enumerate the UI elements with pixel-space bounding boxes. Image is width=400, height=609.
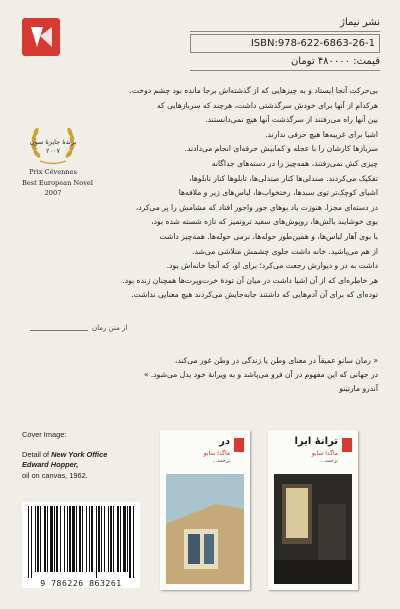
barcode-bar xyxy=(76,506,77,572)
award-subtitle: Best European Novel xyxy=(22,178,93,187)
award-name: Prix Cévennes xyxy=(29,168,77,176)
publisher-mark-icon xyxy=(342,438,352,452)
credits-medium: oil on canvas, 1962. xyxy=(22,470,88,480)
cover-painting xyxy=(274,474,352,584)
excerpt-line: از هم می‌پاشید. خانه داشت جلوی چشمش متلاشی می‌شد. xyxy=(192,246,378,256)
book-title: در xyxy=(219,436,230,447)
excerpt-line: تفکیک می‌کردند. صندلی‌ها کنار صندلی‌ها، تابلوها کنار تابلوها، xyxy=(189,173,378,183)
divider xyxy=(30,330,88,331)
cover-credits xyxy=(22,430,142,481)
book-thumbnail-door xyxy=(160,430,250,590)
quote-line: در جهانی که این مفهوم در آن فرو می‌پاشد و به ویرانهٔ خود بدل می‌شود. » xyxy=(143,370,378,379)
barcode-bar xyxy=(120,506,121,572)
cover-painting xyxy=(166,474,244,584)
barcode-bar xyxy=(123,506,126,572)
barcode-bar xyxy=(127,506,128,572)
barcode-bar xyxy=(64,506,65,572)
barcode-bar xyxy=(129,506,131,578)
award-year: 2007 xyxy=(44,189,62,197)
barcode-bar xyxy=(89,506,90,572)
excerpt-line: بی‌حرکت آنجا ایستاد و به چیزهایی که از گذشته‌اش برجا مانده بود چشم دوخت. xyxy=(129,86,378,95)
excerpt-line: اشیا برای غریبه‌ها هیچ حرفی ندارند. xyxy=(265,129,378,139)
barcode-bar xyxy=(110,506,112,572)
award-label-fa: برندهٔ جایزهٔ سون ۲۰۰۷ xyxy=(29,138,77,155)
excerpt-line: سربازها کارشان را با عجله و کمابیش حرفه‌ای انجام می‌دادند. xyxy=(184,144,378,154)
book-thumbnail-iza xyxy=(268,430,358,590)
barcode-bar xyxy=(91,506,93,572)
barcode-bar xyxy=(56,506,58,572)
barcode-number: 9 786226 863261 xyxy=(22,578,140,588)
barcode-bar xyxy=(101,506,102,572)
barcode-bar xyxy=(113,506,114,572)
book-translator: ترجمه... xyxy=(212,458,230,464)
barcode xyxy=(22,502,140,582)
book-title: ترانهٔ ایرا xyxy=(294,436,338,447)
barcode-bar xyxy=(117,506,119,572)
barcode-bar xyxy=(133,506,134,578)
book-author: ماگدا سابو xyxy=(203,450,230,457)
barcode-bar xyxy=(35,506,36,572)
excerpt-line: اشیای کوچک‌تر توی سبدها، رختخواب‌ها، لباس‌های زیر و ملافه‌ها xyxy=(178,188,378,198)
excerpt-text xyxy=(88,84,378,303)
credits-heading: Cover Image: xyxy=(22,430,67,439)
barcode-bar xyxy=(98,506,100,572)
barcode-bar xyxy=(54,506,55,572)
publisher-mark-icon xyxy=(234,438,244,452)
barcode-bar xyxy=(69,506,71,572)
barcode-bar xyxy=(108,506,109,572)
price: قیمت: ۴۸۰۰۰۰ تومان xyxy=(190,53,380,71)
from-novel-label: از متن رمان xyxy=(92,324,128,332)
excerpt-line: داشت به در و دیوارش رجعت می‌کرد؛ برای او، که آنجا خانه‌اش بود. xyxy=(166,261,378,271)
quote-author: آندرو مارتینو xyxy=(339,384,378,393)
barcode-bar xyxy=(37,506,39,572)
excerpt-line: توده‌ای که برای آن آدم‌هایی که داشتند جابه‌جایش می‌کردند هیچ معنایی نداشت. xyxy=(131,290,378,300)
barcode-bar xyxy=(72,506,75,572)
book-author: ماگدا سابو xyxy=(311,450,338,457)
barcode-bar xyxy=(86,506,87,572)
barcode-bar xyxy=(47,506,48,572)
award-badge xyxy=(22,124,93,198)
quote-line: « رمان سانو عمیقاً در معنای وطن یا زندگی در وطن غور می‌کند، xyxy=(174,356,378,365)
book-translator: ترجمه... xyxy=(320,458,338,464)
isbn-number: ISBN:978-622-6863-26-1 xyxy=(190,34,380,53)
barcode-bar xyxy=(96,506,97,578)
barcode-bar xyxy=(104,506,105,572)
barcode-bar xyxy=(60,506,61,572)
barcode-bar xyxy=(28,506,29,578)
excerpt-line: در دسته‌ای مجزا. هنوزت یاد بوهای جور واجور افتاد که مشامش را پر می‌کرد، xyxy=(135,202,378,212)
excerpt-line: چیزی کش نمی‌رفتند، همه‌چیز را در دسته‌های جداگانه xyxy=(211,158,378,168)
isbn-block xyxy=(190,14,380,71)
excerpt-line: با بوی آهار لباس‌ها، و همین‌طور حوله‌ها، نرمی حوله‌ها. همه‌چیز داشت xyxy=(159,231,378,241)
excerpt-line: هرکدام از آنها برای خودش سرگذشتی داشت، هرچند که سربازهایی که xyxy=(156,100,378,110)
excerpt-line: هر خاطره‌ای که از آن اشیا داشت در میان آن تودهٔ خرت‌وپرت‌ها همچنان زنده بود. xyxy=(122,275,378,285)
barcode-bar xyxy=(67,506,68,572)
barcode-bar xyxy=(31,506,32,578)
barcode-bar xyxy=(50,506,53,572)
publisher-logo-icon xyxy=(22,18,60,56)
credits-line1: Detail of New York Office xyxy=(22,449,108,459)
review-quote xyxy=(58,354,378,396)
barcode-bar xyxy=(82,506,83,572)
credits-artist: Edward Hopper, xyxy=(22,460,79,469)
barcode-bar xyxy=(44,506,46,572)
excerpt-line: بوی خوشایند بالش‌ها، روپوش‌های سفید تروتمیز که تازه شسته شده بود، xyxy=(151,217,378,227)
barcode-bar xyxy=(40,506,41,572)
barcode-bar xyxy=(79,506,81,572)
publisher-name: نشر نیماژ xyxy=(190,14,380,32)
excerpt-line: بین آنها راه می‌رفتند از سرگذشت آنها هیچ نمی‌دانستند. xyxy=(205,115,378,125)
